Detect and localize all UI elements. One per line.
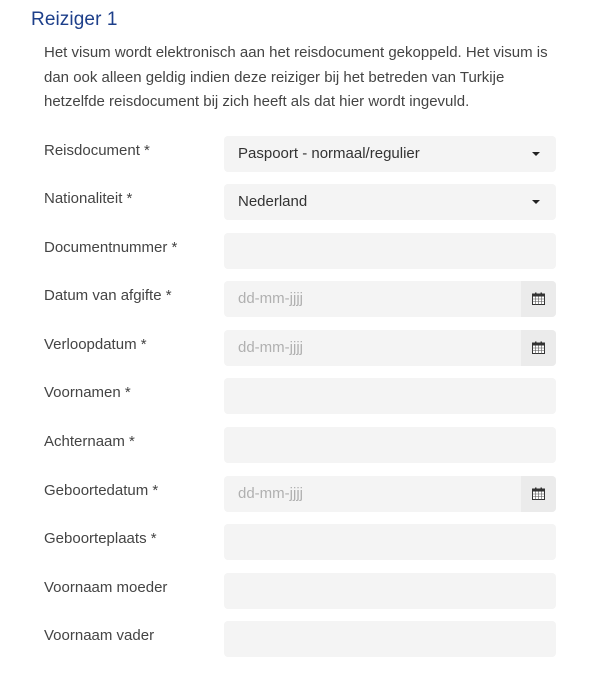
calendar-icon [532,292,545,305]
achternaam-input[interactable] [224,427,556,463]
calendar-button[interactable] [521,281,556,317]
form-row-voornaam-moeder [0,573,600,609]
field-label: Voornaam moeder [44,579,168,596]
calendar-button[interactable] [521,476,556,512]
form-row-geboorteplaats [0,524,600,560]
field-label: Geboortedatum * [44,482,159,499]
form-row-datum-van-afgifte [0,281,600,317]
select-value: Paspoort - normaal/regulier [238,145,420,162]
verloopdatum-input[interactable] [224,330,556,366]
select-value: Nederland [238,193,308,210]
form-row-documentnummer [0,233,600,269]
field-label: Nationaliteit * [44,190,133,207]
form-row-achternaam [0,427,600,463]
form-row-verloopdatum [0,330,600,366]
chevron-down-icon [532,152,540,156]
form-row-voornamen [0,378,600,414]
section-title: Reiziger 1 [31,9,118,30]
field-label: Reisdocument * [44,142,150,159]
geboorteplaats-input[interactable] [224,524,556,560]
date-placeholder: dd-mm-jjjj [238,290,303,307]
nationaliteit-select[interactable] [224,184,556,220]
chevron-down-icon [532,200,540,204]
reisdocument-select[interactable] [224,136,556,172]
geboortedatum-input[interactable] [224,476,556,512]
datum-van-afgifte-input[interactable] [224,281,556,317]
calendar-icon [532,487,545,500]
documentnummer-input[interactable] [224,233,556,269]
calendar-icon [532,341,545,354]
field-label: Verloopdatum * [44,336,147,353]
form-row-nationaliteit [0,184,600,220]
form-row-voornaam-vader [0,621,600,657]
field-label: Geboorteplaats * [44,530,157,547]
field-label: Voornaam vader [44,627,155,644]
date-placeholder: dd-mm-jjjj [238,339,303,356]
field-label: Documentnummer * [44,239,178,256]
field-label: Datum van afgifte * [44,287,172,304]
field-label: Achternaam * [44,433,135,450]
calendar-button[interactable] [521,330,556,366]
date-placeholder: dd-mm-jjjj [238,485,303,502]
section-intro: Het visum wordt elektronisch aan het reisdocument gekoppeld. Het visum is dan ook alleen geldig indien deze reiziger bij het betreden van Turkije hetzelfde reisdocument bij zich heeft als dat hier wordt ingevuld. [44,44,548,110]
form-row-geboortedatum [0,476,600,512]
voornamen-input[interactable] [224,378,556,414]
voornaam-moeder-input[interactable] [224,573,556,609]
voornaam-vader-input[interactable] [224,621,556,657]
field-label: Voornamen * [44,384,131,401]
form-row-reisdocument [0,136,600,172]
